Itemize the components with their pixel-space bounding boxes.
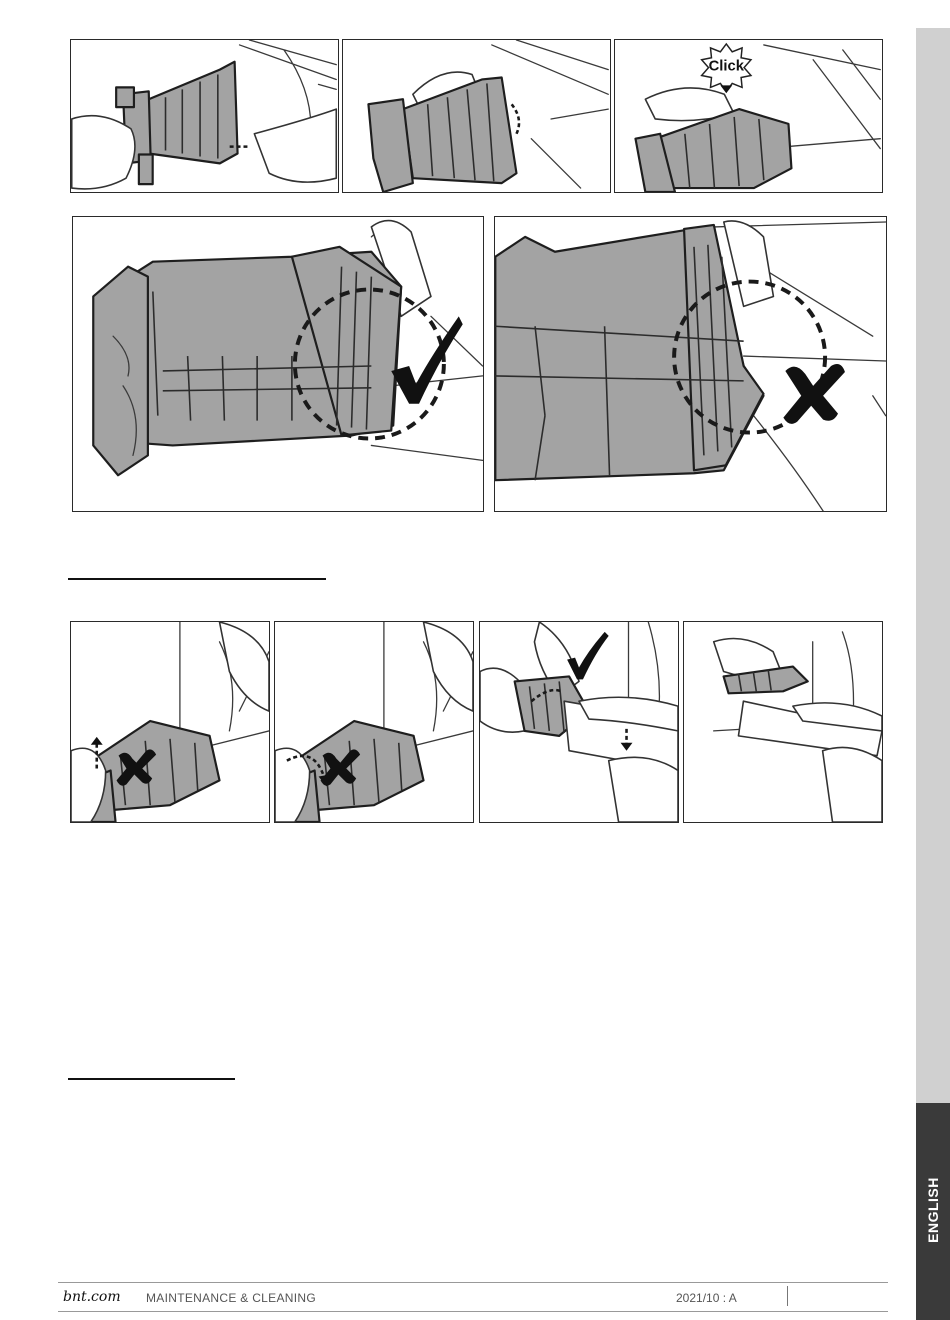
cross-mark-icon (783, 364, 845, 424)
bin-click-illustration (615, 40, 882, 192)
figure-do-not-twist (274, 621, 474, 823)
click-callout-text: Click (708, 58, 744, 75)
footer-logo: bnt.com (63, 1289, 121, 1305)
incorrect-fit-illustration (495, 217, 886, 511)
press-release-illustration (480, 622, 678, 822)
figure-incorrect-fit (494, 216, 887, 512)
footer-divider (787, 1286, 788, 1306)
correct-fit-illustration (73, 217, 483, 511)
footer-version: 2021/10 : A (676, 1291, 737, 1305)
figure-press-release (479, 621, 679, 823)
figure-release-result (683, 621, 883, 823)
figure-step-2 (342, 39, 611, 193)
check-mark-icon (391, 316, 463, 403)
footer-section-title: MAINTENANCE & CLEANING (146, 1291, 316, 1305)
side-tab (916, 28, 950, 1103)
footer-rule-top (58, 1282, 888, 1283)
section-heading-rule (68, 1078, 235, 1080)
footer-rule-bottom (58, 1311, 888, 1312)
figure-correct-fit (72, 216, 484, 512)
bin-insert-illustration (71, 40, 338, 192)
figure-step-3 (614, 39, 883, 193)
figure-do-not-lever-up (70, 621, 270, 823)
figure-step-1 (70, 39, 339, 193)
lever-up-illustration (71, 622, 269, 822)
release-result-illustration (684, 622, 882, 822)
section-heading-rule (68, 578, 326, 580)
twist-illustration (275, 622, 473, 822)
bin-push-illustration (343, 40, 610, 192)
language-tab-label: ENGLISH (925, 1177, 941, 1243)
